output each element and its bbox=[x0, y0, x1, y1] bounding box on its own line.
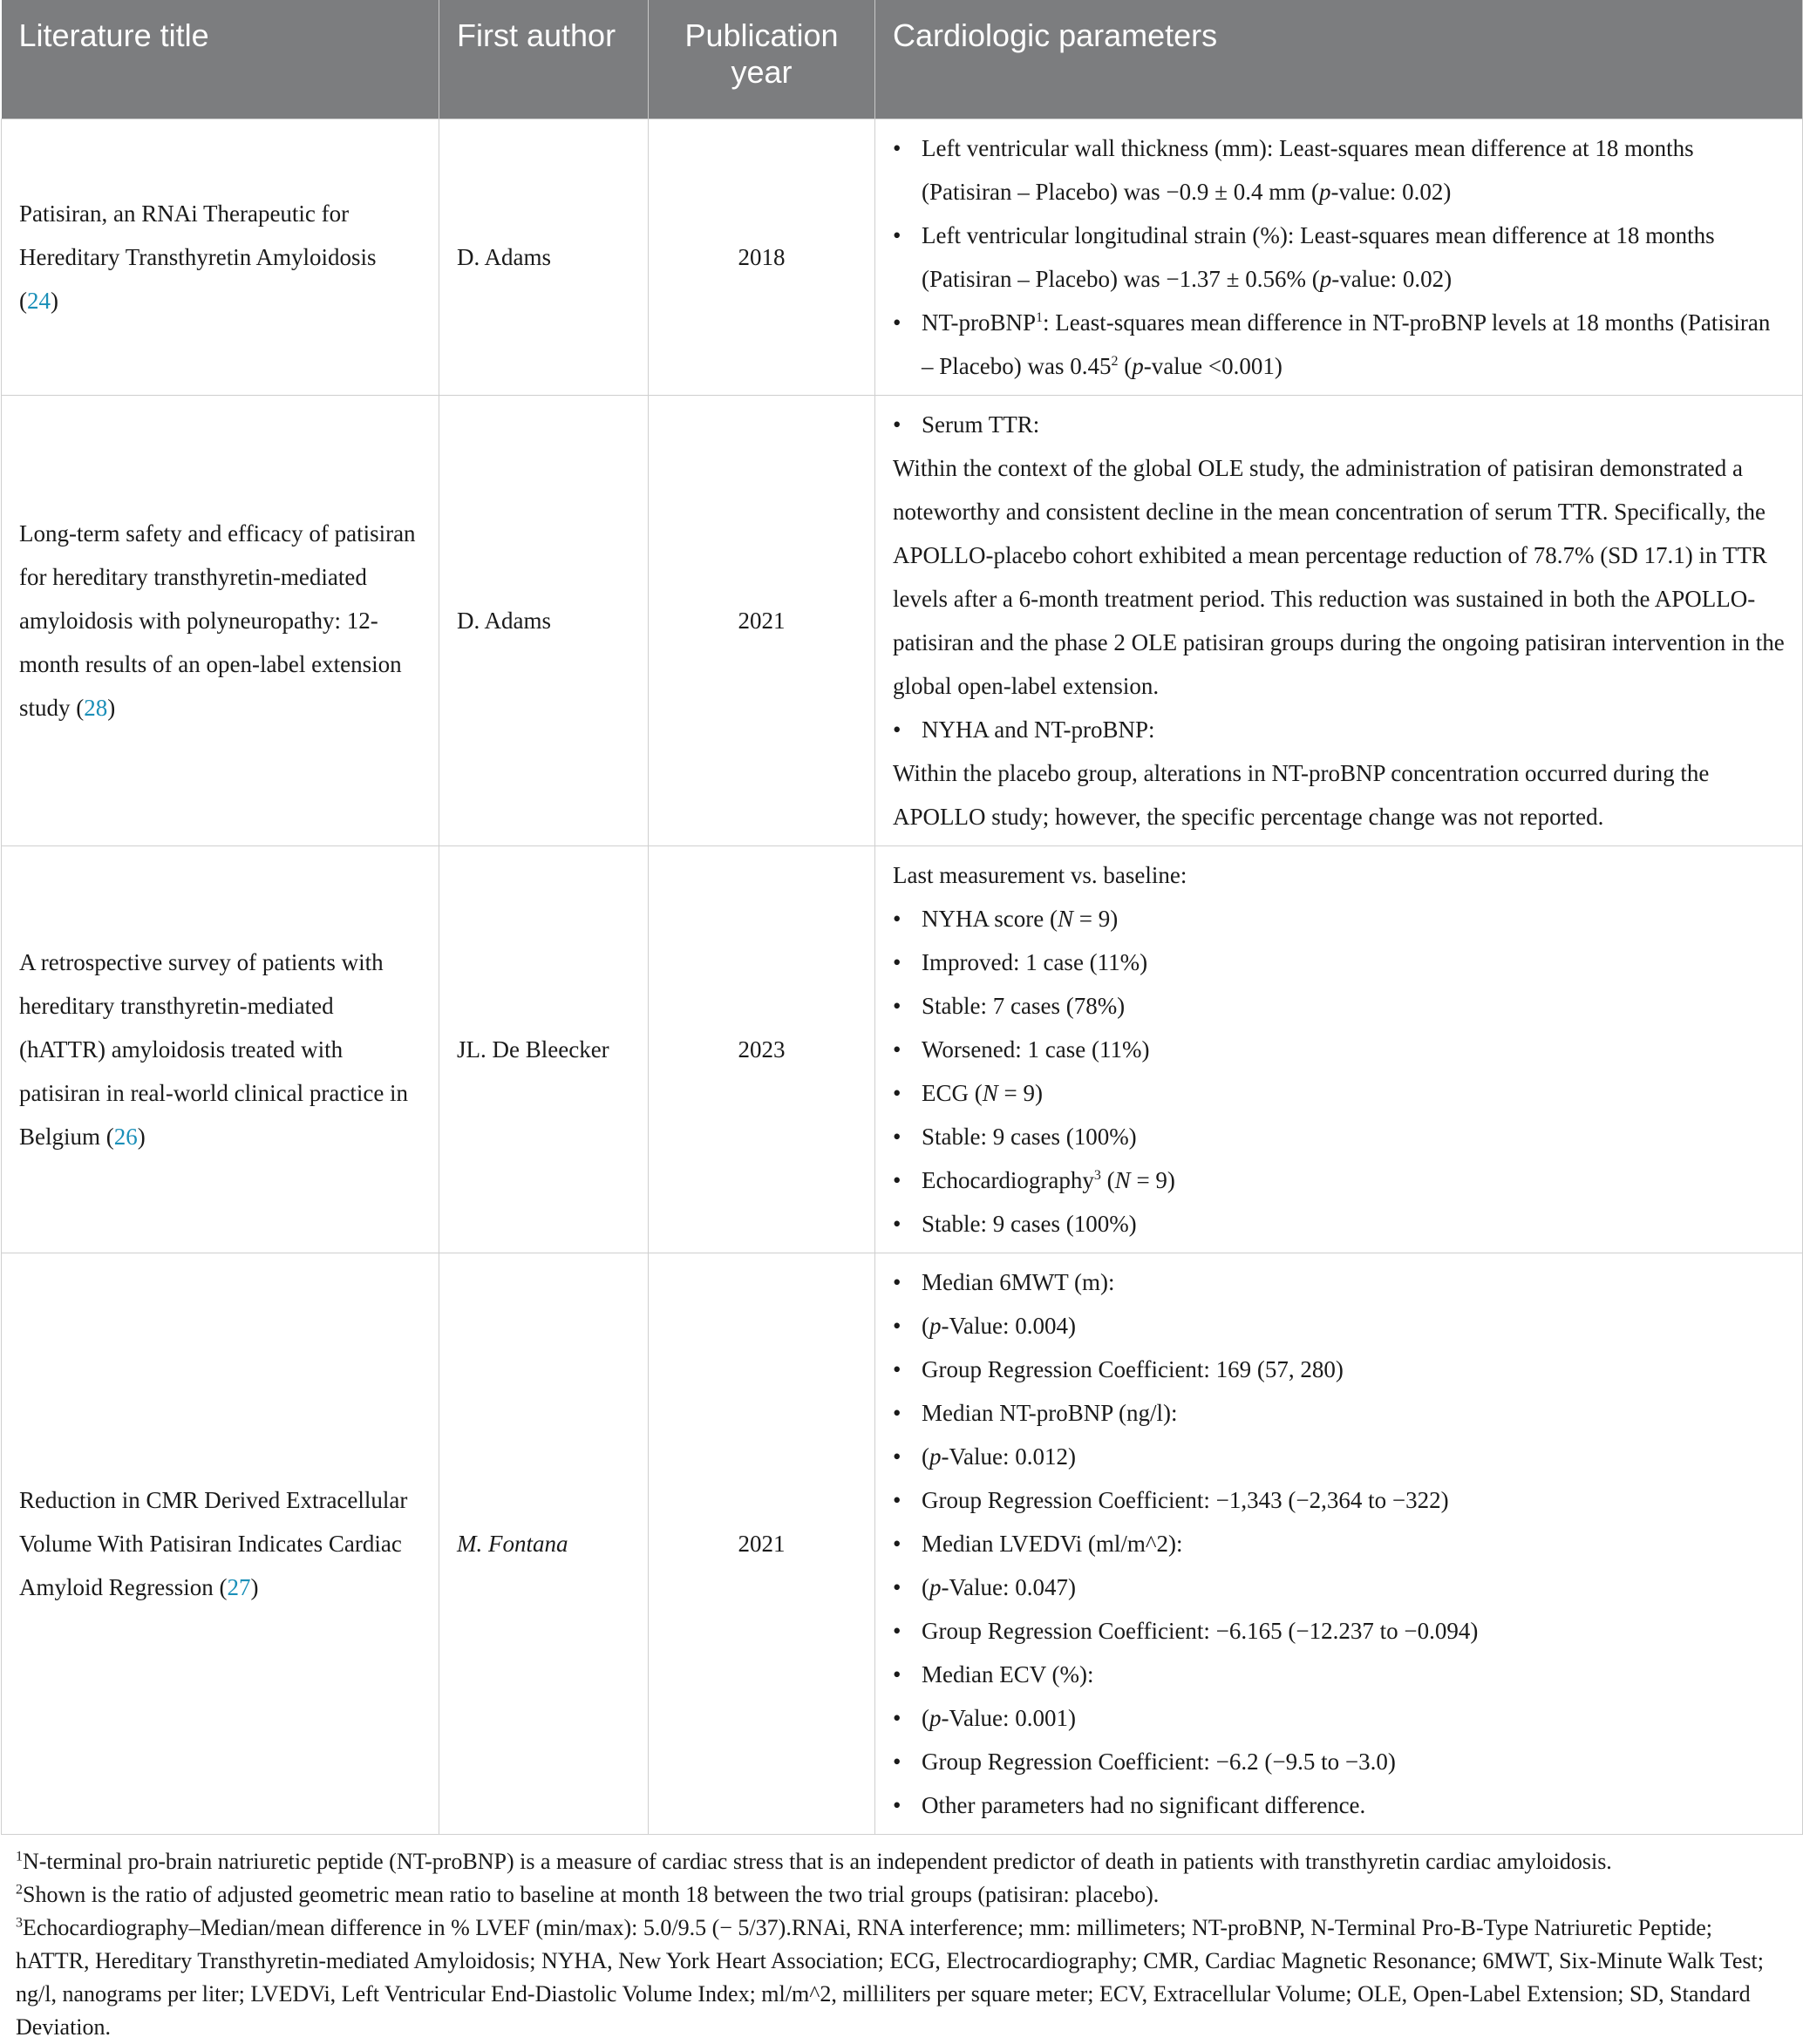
citation-close: ) bbox=[137, 1124, 146, 1150]
literature-title-cell bbox=[2, 396, 439, 846]
parameter-bullet: • Left ventricular longitudinal strain (%): Least-squares mean difference at 18 months (Patisiran – Placebo) was −1.37 ± 0.56% (p-value: 0.02) bbox=[893, 214, 1785, 301]
citation-close: ) bbox=[51, 288, 58, 314]
cardiologic-parameters-cell bbox=[875, 119, 1803, 396]
parameter-text: Within the placebo group, alterations in NT-proBNP concentration occurred during the APOLLO study; however, the specific percentage change was not reported. bbox=[893, 760, 1710, 830]
parameter-bullet: • (p-Value: 0.004) bbox=[893, 1304, 1785, 1348]
citation-link[interactable]: 28 bbox=[84, 695, 108, 721]
literature-title: Patisiran, an RNAi Therapeutic for Hereditary Transthyretin Amyloidosis ( bbox=[19, 200, 377, 314]
parameter-list bbox=[893, 403, 1785, 839]
table-row bbox=[2, 1253, 1803, 1835]
literature-title-cell bbox=[2, 846, 439, 1253]
parameter-bullet: • Median ECV (%): bbox=[893, 1653, 1785, 1696]
parameter-bullet: • (p-Value: 0.001) bbox=[893, 1696, 1785, 1740]
table-body bbox=[2, 119, 1803, 1835]
parameter-bullet: • Group Regression Coefficient: −1,343 (−2,364 to −322) bbox=[893, 1478, 1785, 1522]
footnote: $^2$Shown is the ratio of adjusted geometric mean ratio to baseline at month 18 between the two trial groups (patisiran: placebo). bbox=[16, 1882, 1160, 1907]
first-author: M. Fontana bbox=[439, 1253, 649, 1835]
cardiologic-parameters-cell bbox=[875, 1253, 1803, 1835]
header-cardiologic-parameters: Cardiologic parameters bbox=[875, 0, 1803, 119]
parameter-bullet: • Echocardiography$^3$ (N = 9) bbox=[893, 1158, 1785, 1202]
literature-title-cell bbox=[2, 119, 439, 396]
parameter-bullet: • Group Regression Coefficient: −6.165 (−12.237 to −0.094) bbox=[893, 1609, 1785, 1653]
parameter-bullet: • Improved: 1 case (11%) bbox=[893, 941, 1785, 984]
parameter-bullet: • NYHA and NT-proBNP: bbox=[893, 708, 1785, 751]
parameter-bullet: • (p-Value: 0.012) bbox=[893, 1435, 1785, 1478]
parameter-bullet: • Other parameters had no significant difference. bbox=[893, 1783, 1785, 1827]
citation-link[interactable]: 27 bbox=[227, 1574, 251, 1600]
citation-close: ) bbox=[107, 695, 116, 721]
header-row bbox=[2, 0, 1803, 119]
parameter-list bbox=[893, 126, 1785, 388]
parameter-text: Within the context of the global OLE study, the administration of patisiran demonstrated a noteworthy and consistent decline in the mean concentration of serum TTR. Specifically, the APOLLO-placebo cohort exhibited a mean percentage reduction of 78.7% (SD 17.1) in TTR levels after a 6-month treatment period. This reduction was sustained in both the APOLLO-patisiran and the phase 2 OLE patisiran groups during the ongoing patisiran intervention in the global open-label extension. bbox=[893, 455, 1785, 699]
publication-year: 2023 bbox=[649, 846, 875, 1253]
parameter-text: Last measurement vs. baseline: bbox=[893, 862, 1187, 888]
parameter-bullet: • NYHA score (N = 9) bbox=[893, 897, 1785, 941]
parameter-bullet: • Median NT-proBNP (ng/l): bbox=[893, 1391, 1785, 1435]
table-footnotes bbox=[0, 1835, 1803, 2044]
publication-year: 2021 bbox=[649, 396, 875, 846]
parameter-bullet: • Group Regression Coefficient: −6.2 (−9.5 to −3.0) bbox=[893, 1740, 1785, 1783]
literature-table bbox=[1, 0, 1803, 1835]
first-author: D. Adams bbox=[439, 119, 649, 396]
cardiologic-parameters-cell bbox=[875, 846, 1803, 1253]
header-literature-title: Literature title bbox=[2, 0, 439, 119]
parameter-bullet: • Median LVEDVi (ml/m^2): bbox=[893, 1522, 1785, 1565]
parameter-bullet: • Stable: 9 cases (100%) bbox=[893, 1115, 1785, 1158]
parameter-bullet: • Left ventricular wall thickness (mm): Least-squares mean difference at 18 months (Patisiran – Placebo) was −0.9 ± 0.4 mm (p-value: 0.02) bbox=[893, 126, 1785, 214]
parameter-bullet: • Worsened: 1 case (11%) bbox=[893, 1028, 1785, 1071]
table-row bbox=[2, 396, 1803, 846]
publication-year: 2021 bbox=[649, 1253, 875, 1835]
parameter-bullet: • Stable: 7 cases (78%) bbox=[893, 984, 1785, 1028]
citation-close: ) bbox=[250, 1574, 259, 1600]
publication-year: 2018 bbox=[649, 119, 875, 396]
table-row bbox=[2, 119, 1803, 396]
parameter-bullet: • Median 6MWT (m): bbox=[893, 1260, 1785, 1304]
cardiologic-parameters-cell bbox=[875, 396, 1803, 846]
footnote: $^3$Echocardiography–Median/mean difference in % LVEF (min/max): 5.0/9.5 (− 5/37).RNAi, RNA interference; mm: millimeters; NT-proBNP, N-Terminal Pro-B-Type Natriuretic Peptide; hATTR, Hereditary Transthyretin-mediated Amyloidosis; NYHA, New York Heart Association; ECG, Electrocardiography; CMR, Cardiac Magnetic Resonance; 6MWT, Six-Minute Walk Test; ng/l, nanograms per liter; LVEDVi, Left Ventricular End-Diastolic Volume Index; ml/m^2, milliliters per square meter; ECV, Extracellular Volume; OLE, Open-Label Extension; SD, Standard Deviation. bbox=[16, 1915, 1764, 2040]
first-author: JL. De Bleecker bbox=[439, 846, 649, 1253]
parameter-bullet: • Stable: 9 cases (100%) bbox=[893, 1202, 1785, 1246]
parameter-list bbox=[893, 1260, 1785, 1827]
parameter-bullet: • ECG (N = 9) bbox=[893, 1071, 1785, 1115]
literature-title: Reduction in CMR Derived Extracellular Volume With Patisiran Indicates Cardiac Amyloid Regression ( bbox=[19, 1487, 408, 1600]
first-author: D. Adams bbox=[439, 396, 649, 846]
parameter-bullet: • NT-proBNP$^1$: Least-squares mean difference in NT-proBNP levels at 18 months (Patisiran – Placebo) was 0.45$^2$ (p-value <0.001) bbox=[893, 301, 1785, 388]
header-publication-year: Publication year bbox=[649, 0, 875, 119]
parameter-bullet: • (p-Value: 0.047) bbox=[893, 1565, 1785, 1609]
footnote: $^1$N-terminal pro-brain natriuretic peptide (NT-proBNP) is a measure of cardiac stress that is an independent predictor of death in patients with transthyretin cardiac amyloidosis. bbox=[16, 1849, 1612, 1874]
header-first-author: First author bbox=[439, 0, 649, 119]
parameter-list bbox=[893, 853, 1785, 1246]
literature-title: Long-term safety and efficacy of patisiran for hereditary transthyretin-mediated amyloidosis with polyneuropathy: 12-month results of an open-label extension study ( bbox=[19, 520, 416, 721]
parameter-bullet: • Serum TTR: bbox=[893, 403, 1785, 446]
parameter-bullet: • Group Regression Coefficient: 169 (57, 280) bbox=[893, 1348, 1785, 1391]
literature-title: A retrospective survey of patients with hereditary transthyretin-mediated (hATTR) amyloidosis treated with patisiran in real-world clinical practice in Belgium ( bbox=[19, 949, 409, 1150]
citation-link[interactable]: 26 bbox=[113, 1124, 138, 1150]
literature-title-cell bbox=[2, 1253, 439, 1835]
citation-link[interactable]: 24 bbox=[27, 288, 51, 314]
table-row bbox=[2, 846, 1803, 1253]
